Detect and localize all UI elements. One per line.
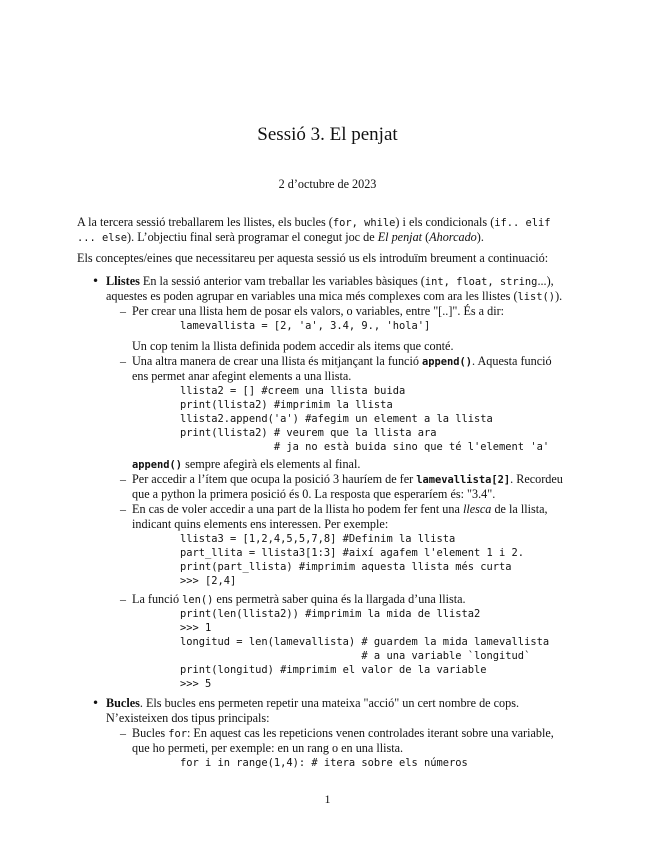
text: ). [555, 289, 563, 303]
text: : En aquest cas les repeticions venen controlades iterant sobre una variable, [187, 726, 554, 740]
code-line: print(longitud) #imprimim el valor de la variable [180, 664, 487, 676]
code-line: print(llista2) #imprimim la llista [180, 399, 393, 411]
code-line: # ja no està buida sino que té l'element 'a' [180, 441, 550, 453]
text: ) i els condicionals ( [395, 215, 495, 229]
bucles-line-2: N’existeixen dos tipus principals: [106, 711, 270, 725]
text: Una altra manera de crear una llista és mitjançant la funció [132, 354, 422, 368]
inline-code: lamevallista[2] [416, 474, 511, 486]
text: ). [476, 230, 484, 244]
code-line: print(len(llista2)) #imprimim la mida de llista2 [180, 608, 481, 620]
llistes-item-3 [132, 472, 563, 488]
document-date: 2 d’octubre de 2023 [278, 177, 377, 191]
llistes-item-4-line-2: indicant quins elements ens interessen. Per exemple: [132, 517, 389, 531]
code-line: llista2.append('a') #afegim un element a la llista [180, 413, 493, 425]
text: . Els bucles ens permeten repetir una mateixa "acció" un cert nombre de cops. [139, 696, 520, 710]
text: ( [422, 230, 430, 244]
bullet-icon: • [92, 696, 100, 710]
llistes-line-2 [106, 289, 562, 305]
code-line: longitud = len(lamevallista) # guardem la mida lamevallista [180, 636, 550, 648]
code-line: # a una variable `longitud` [180, 650, 531, 662]
intro-line-1 [77, 215, 551, 231]
text: sempre afegirà els elements al final. [182, 457, 361, 471]
page-number: 1 [324, 792, 331, 806]
text: . Aquesta funció [472, 354, 552, 368]
text: A la tercera sessió treballarem les llistes, els bucles ( [77, 215, 333, 229]
italic-text: El penjat [377, 230, 423, 244]
code-line: >>> 5 [180, 678, 212, 690]
inline-code: len() [182, 594, 214, 606]
bucles-item-1 [132, 726, 554, 742]
inline-code: for [168, 728, 187, 740]
llistes-item-5 [132, 592, 466, 608]
bucles-line-1 [106, 696, 519, 711]
bucles-item-1-line-2: que ho permeti, per exemple: en un rang o en una llista. [132, 741, 404, 755]
text: En la sessió anterior vam treballar les variables bàsiques ( [139, 274, 425, 288]
text: En cas de voler accedir a una part de la llista ho podem fer fent una [132, 502, 463, 516]
bullet-icon: • [92, 274, 100, 288]
dash-icon: – [120, 502, 126, 516]
llistes-line-1 [106, 274, 554, 290]
text: . Recordeu [510, 472, 563, 486]
dash-icon: – [120, 472, 126, 486]
text: ens permetrà saber quina és la llargada d’una llista. [213, 592, 466, 606]
text: ). L’objectiu final serà programar el conegut joc de [127, 230, 378, 244]
text: de la llista, [491, 502, 548, 516]
llistes-item-2 [132, 354, 552, 370]
code-line: print(part_llista) #imprimim aquesta llista més curta [180, 561, 512, 573]
document-title: Sessió 3. El penjat [257, 124, 398, 145]
dash-icon: – [120, 354, 126, 368]
llistes-item-4 [132, 502, 548, 517]
inline-code: for, while [332, 217, 396, 229]
inline-code: append() [422, 356, 473, 368]
code-line: >>> 1 [180, 622, 212, 634]
italic-text: llesca [462, 502, 492, 516]
inline-code: list() [517, 291, 556, 303]
inline-code: if.. elif [494, 217, 551, 229]
intro-line-2 [77, 230, 484, 246]
text: Per accedir a l’ítem que ocupa la posició 3 hauríem de fer [132, 472, 417, 486]
code-line: lamevallista = [2, 'a', 3.4, 9., 'hola'] [180, 320, 431, 332]
llistes-item-1: Per crear una llista hem de posar els valors, o variables, entre "[..]". És a dir: [132, 304, 505, 318]
code-line: >>> [2,4] [180, 575, 237, 587]
intro-line-3: Els conceptes/eines que necessitareu per aquesta sessió us els introduïm breument a continuació: [77, 251, 549, 265]
section-heading: Bucles [106, 696, 140, 710]
inline-code: int, float, string [424, 276, 538, 288]
dash-icon: – [120, 304, 126, 318]
code-line: for i in range(1,4): # itera sobre els números [180, 757, 468, 769]
llistes-item-2-line-2: ens permet anar afegint elements a una llista. [132, 369, 352, 383]
llistes-after-1: Un cop tenim la llista definida podem accedir als items que conté. [132, 339, 454, 353]
llistes-item-3-line-2: que a python la primera posició és 0. La resposta que esperaríem és: "3.4". [132, 487, 496, 501]
code-line: llista3 = [1,2,4,5,5,7,8] #Definim la llista [180, 533, 456, 545]
code-line: part_llita = llista3[1:3] #així agafem l'element 1 i 2. [180, 547, 525, 559]
llistes-after-2 [132, 457, 360, 473]
code-line: print(llista2) # veurem que la llista ara [180, 427, 437, 439]
text: La funció [132, 592, 183, 606]
dash-icon: – [120, 726, 126, 740]
section-heading: Llistes [106, 274, 140, 288]
inline-code: append() [132, 459, 183, 471]
text: aquestes es poden agrupar en variables una mica més complexes com ara les llistes ( [106, 289, 518, 303]
code-line: llista2 = [] #creem una llista buida [180, 385, 406, 397]
dash-icon: – [120, 592, 126, 606]
text: ...), [537, 274, 554, 288]
text: Bucles [132, 726, 169, 740]
inline-code: ... else [77, 232, 128, 244]
italic-text: Ahorcado [429, 230, 477, 244]
